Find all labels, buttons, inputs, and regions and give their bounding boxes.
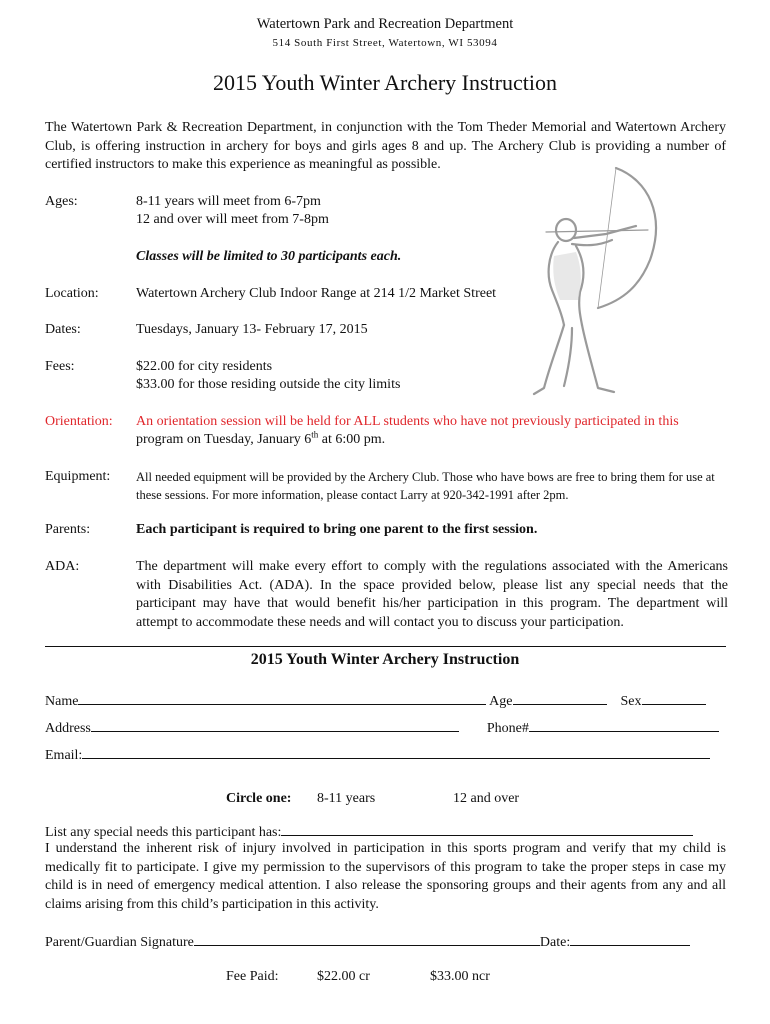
age-group-option-8-11[interactable]: 8-11 years	[317, 791, 376, 806]
page-title: 2015 Youth Winter Archery Instruction	[213, 70, 557, 95]
sex-label: Sex	[620, 694, 642, 709]
email-field[interactable]	[82, 744, 710, 759]
fee-paid-label: Fee Paid:	[226, 969, 279, 984]
fee-option-non-city[interactable]: $33.00 ncr	[430, 969, 490, 984]
ada-label: ADA:	[45, 559, 80, 574]
name-label: Name	[45, 694, 79, 709]
address-row	[45, 717, 719, 738]
signature-row	[45, 931, 690, 952]
parents-value: Each participant is required to bring one parent to the first session.	[136, 522, 538, 537]
phone-field[interactable]	[529, 717, 719, 732]
ages-label: Ages:	[45, 194, 78, 209]
fee-option-city[interactable]: $22.00 cr	[317, 969, 370, 984]
ada-value: The department will make every effort to comply with the regulations associated with the Americans with Disabilities Act. (ADA). In the space provided below, please list any special needs that the participant may have that would benefit his/her participation in this program. The department will attempt to accommodate these needs and will contact you to discuss your participation.	[136, 559, 728, 630]
age-label: Age	[489, 694, 513, 709]
sex-field[interactable]	[642, 690, 706, 705]
age-field[interactable]	[513, 690, 607, 705]
orientation-line-2: program on Tuesday, January 6th at 6:00 pm.	[136, 429, 386, 447]
intro-paragraph: The Watertown Park & Recreation Department, in conjunction with the Tom Theder Memorial and Watertown Archery Club, is offering instruction in archery for boys and girls ages 8 and up. The Archery Club is providing a number of certified instructors to make this experience as meaningful as possible.	[45, 120, 726, 172]
name-row	[45, 690, 706, 711]
address-label: Address	[45, 721, 91, 736]
special-needs-row	[45, 821, 693, 842]
special-needs-label: List any special needs this participant has:	[45, 825, 282, 840]
department-address: 514 South First Street, Watertown, WI 53094	[272, 37, 498, 49]
signature-label: Parent/Guardian Signature	[45, 935, 194, 950]
circle-one-label: Circle one:	[226, 791, 292, 806]
date-label: Date:	[539, 935, 571, 950]
department-name: Watertown Park and Recreation Department	[256, 16, 514, 32]
fees-label: Fees:	[45, 359, 75, 374]
section-divider	[45, 646, 726, 647]
email-label: Email:	[45, 748, 83, 763]
orientation-line-1: An orientation session will be held for ALL students who have not previously participated in this	[136, 414, 679, 429]
age-group-option-12-over[interactable]: 12 and over	[453, 791, 520, 806]
class-limit-note: Classes will be limited to 30 participants each.	[136, 249, 402, 264]
location-label: Location:	[45, 286, 99, 301]
waiver-paragraph: I understand the inherent risk of injury involved in participation in this sports program and verify that my child is medically fit to participate. I give my permission to the supervisors of this program to take the proper steps in case my child is in need of emergency medical attention. I also release the sponsoring groups and their agents from any and all claims arising from this child’s participation in this activity.	[45, 841, 726, 912]
equipment-label: Equipment:	[45, 469, 111, 484]
orientation-label: Orientation:	[45, 414, 113, 429]
special-needs-field[interactable]	[281, 821, 693, 836]
name-field[interactable]	[78, 690, 486, 705]
date-field[interactable]	[570, 931, 690, 946]
fees-line-2: $33.00 for those residing outside the city limits	[136, 377, 401, 392]
location-value: Watertown Archery Club Indoor Range at 214 1/2 Market Street	[136, 286, 497, 301]
address-field[interactable]	[91, 717, 459, 732]
fees-line-1: $22.00 for city residents	[136, 359, 273, 374]
dates-value: Tuesdays, January 13- February 17, 2015	[136, 322, 368, 337]
email-row	[45, 744, 710, 765]
ages-line-1: 8-11 years will meet from 6-7pm	[136, 194, 321, 209]
form-title: 2015 Youth Winter Archery Instruction	[250, 651, 520, 668]
equipment-value: All needed equipment will be provided by the Archery Club. Those who have bows are free to bring them for use at these sessions. For more information, please contact Larry at 920-342-1991 after 2pm.	[136, 470, 715, 502]
dates-label: Dates:	[45, 322, 81, 337]
ages-line-2: 12 and over will meet from 7-8pm	[136, 212, 329, 227]
phone-label: Phone#	[486, 721, 529, 736]
signature-field[interactable]	[194, 931, 540, 946]
parents-label: Parents:	[45, 522, 91, 537]
